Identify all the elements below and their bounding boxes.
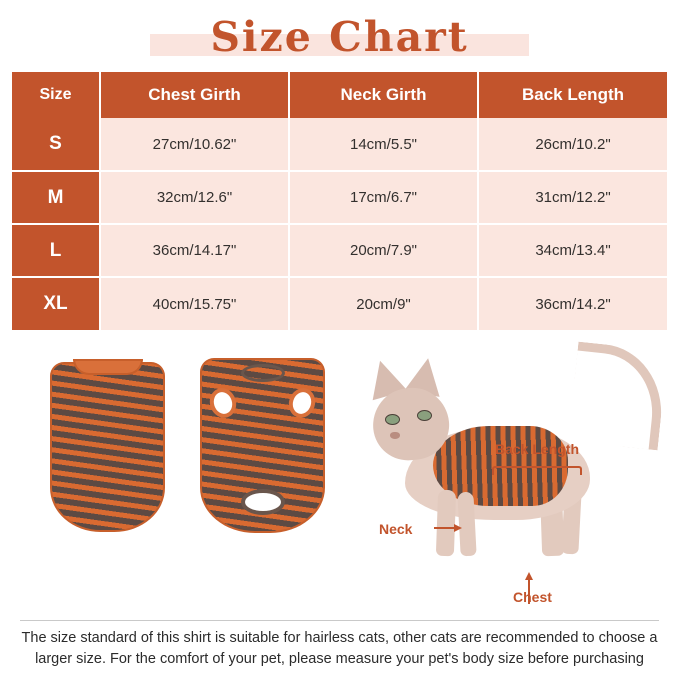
cell-size: XL [12,277,100,330]
cell-chest: 32cm/12.6" [100,171,289,224]
cat-eye-left [385,414,400,425]
shirt-front-collar [73,359,143,375]
table-row [12,118,667,171]
cell-neck: 20cm/7.9" [289,224,478,277]
size-table [12,72,667,330]
cell-back: 36cm/14.2" [478,277,667,330]
cat-tail [568,342,668,451]
cat-nose [390,432,400,439]
cat-eye-right [417,410,432,421]
cell-back: 34cm/13.4" [478,224,667,277]
cell-size: M [12,171,100,224]
table-row [12,171,667,224]
cat-front-leg-left [436,490,456,557]
shirt-back-collar [241,364,285,382]
cell-neck: 14cm/5.5" [289,118,478,171]
cell-chest: 40cm/15.75" [100,277,289,330]
annotation-neck: Neck [379,521,413,537]
cell-back: 31cm/12.2" [478,171,667,224]
cell-size: L [12,224,100,277]
neck-measure-arrow [434,527,460,529]
back-length-measure-brace [492,466,582,475]
cell-chest: 27cm/10.62" [100,118,289,171]
cell-neck: 20cm/9" [289,277,478,330]
table-row [12,224,667,277]
annotation-chest: Chest [513,589,552,605]
shirt-front-body [50,362,165,532]
header-chest-girth: Chest Girth [100,72,289,118]
header-neck-girth: Neck Girth [289,72,478,118]
title-area [0,6,679,68]
header-size: Size [12,72,100,118]
table-header-row [12,72,667,118]
chest-measure-arrow [528,580,530,604]
size-note-text: The size standard of this shirt is suitable for hairless cats, other cats are recommended to choose a larger size. For the comfort of your pet, please measure your pet's body size before purchasing [20,620,659,670]
annotation-back-length: Back Length [495,441,580,457]
cell-back: 26cm/10.2" [478,118,667,171]
table-row [12,277,667,330]
page-title: Size Chart [210,13,469,61]
cell-size: S [12,118,100,171]
shirt-back-opening [241,489,285,515]
header-back-length: Back Length [478,72,667,118]
cell-neck: 17cm/6.7" [289,171,478,224]
cell-chest: 36cm/14.17" [100,224,289,277]
shirt-front-image [50,362,165,532]
shirt-back-image [200,358,325,533]
